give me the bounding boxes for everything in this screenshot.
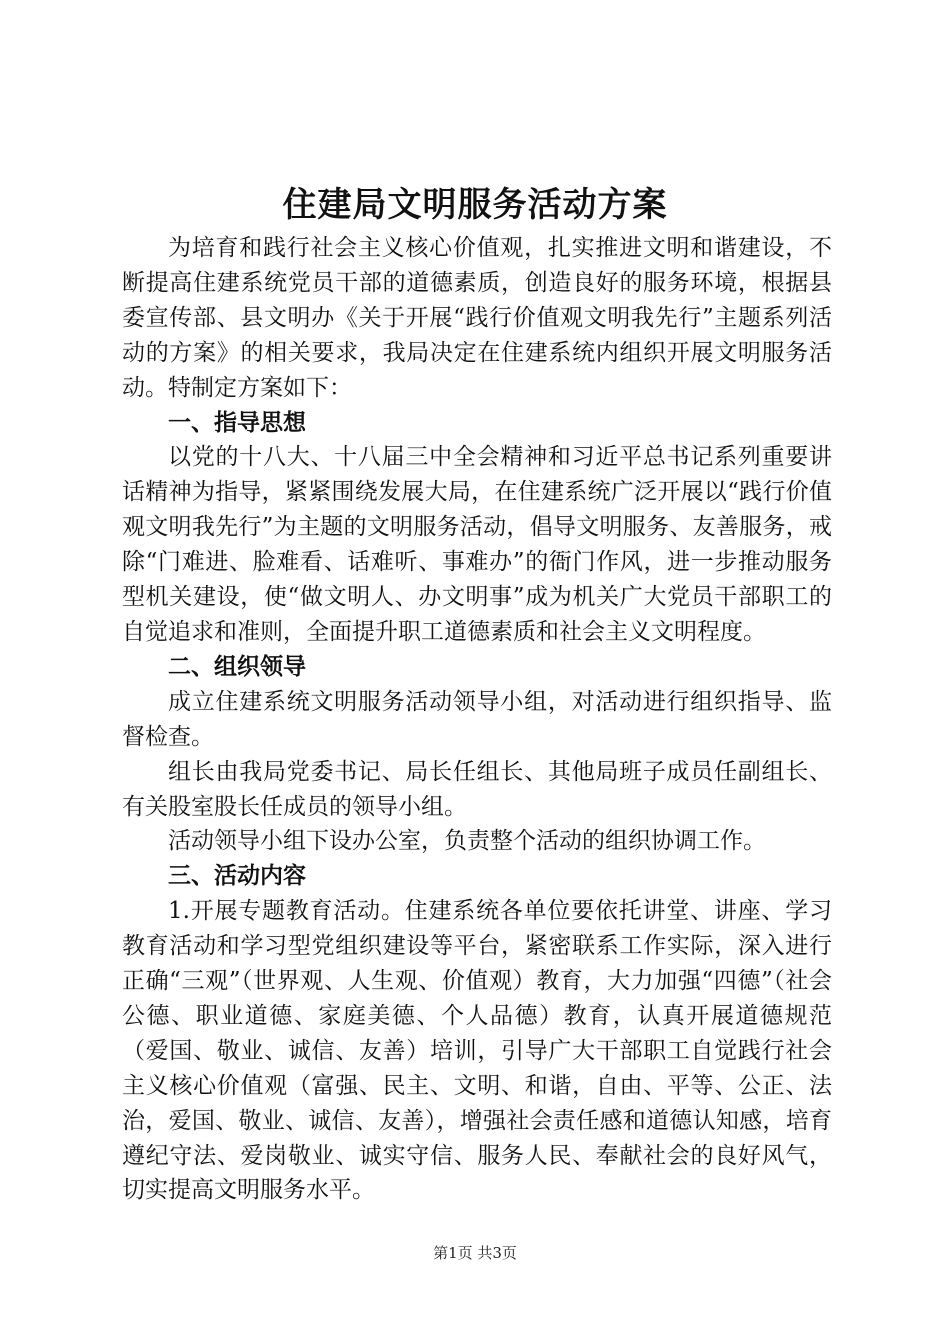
activity-content-paragraph-1: 1.开展专题教育活动。住建系统各单位要依托讲堂、讲座、学习教育活动和学习型党组织建设等平台，紧密联系工作实际，深入进行正确“三观”（世界观、人生观、价值观）教育，大力加强“四德”（社会公德、职业道德、家庭美德、个人品德）教育，认真开展道德规范（爱国、敬业、诚信、友善）培训，引导广大干部职工自觉践行社会主义核心价值观（富强、民主、文明、和谐，自由、平等、公正、法治，爱国、敬业、诚信、友善），增强社会责任感和道德认知感，培育遵纪守法、爱岗敬业、诚实守信、服务人民、奉献社会的良好风气，切实提高文明服务水平。 (122, 898, 832, 1204)
organization-paragraph-1: 成立住建系统文明服务活动领导小组，对活动进行组织指导、监督检查。 (122, 688, 832, 750)
organization-paragraph-3: 活动领导小组下设办公室，负责整个活动的组织协调工作。 (168, 828, 766, 855)
section-heading-guiding-ideology: 一、指导思想 (168, 409, 306, 436)
document-title: 住建局文明服务活动方案 (282, 185, 668, 225)
document-body (122, 231, 832, 1208)
organization-paragraph-2: 组长由我局党委书记、局长任组长、其他局班子成员任副组长、有关股室股长任成员的领导小组。 (122, 758, 832, 820)
section-heading-organization: 二、组织领导 (168, 653, 306, 680)
page-footer: 第1页 共3页 (433, 1244, 517, 1262)
section-heading-activity-content: 三、活动内容 (168, 863, 306, 890)
guiding-ideology-paragraph: 以党的十八大、十八届三中全会精神和习近平总书记系列重要讲话精神为指导，紧紧围绕发展大局，在住建系统广泛开展以“践行价值观文明我先行”为主题的文明服务活动，倡导文明服务、友善服务，戒除“门难进、脸难看、话难听、事难办”的衙门作风，进一步推动服务型机关建设，使“做文明人、办文明事”成为机关广大党员干部职工的自觉追求和准则，全面提升职工道德素质和社会主义文明程度。 (122, 444, 832, 645)
intro-paragraph: 为培育和践行社会主义核心价值观，扎实推进文明和谐建设，不断提高住建系统党员干部的道德素质，创造良好的服务环境，根据县委宣传部、县文明办《关于开展“践行价值观文明我先行”主题系列活动的方案》的相关要求，我局决定在住建系统内组织开展文明服务活动。特制定方案如下： (122, 235, 832, 401)
